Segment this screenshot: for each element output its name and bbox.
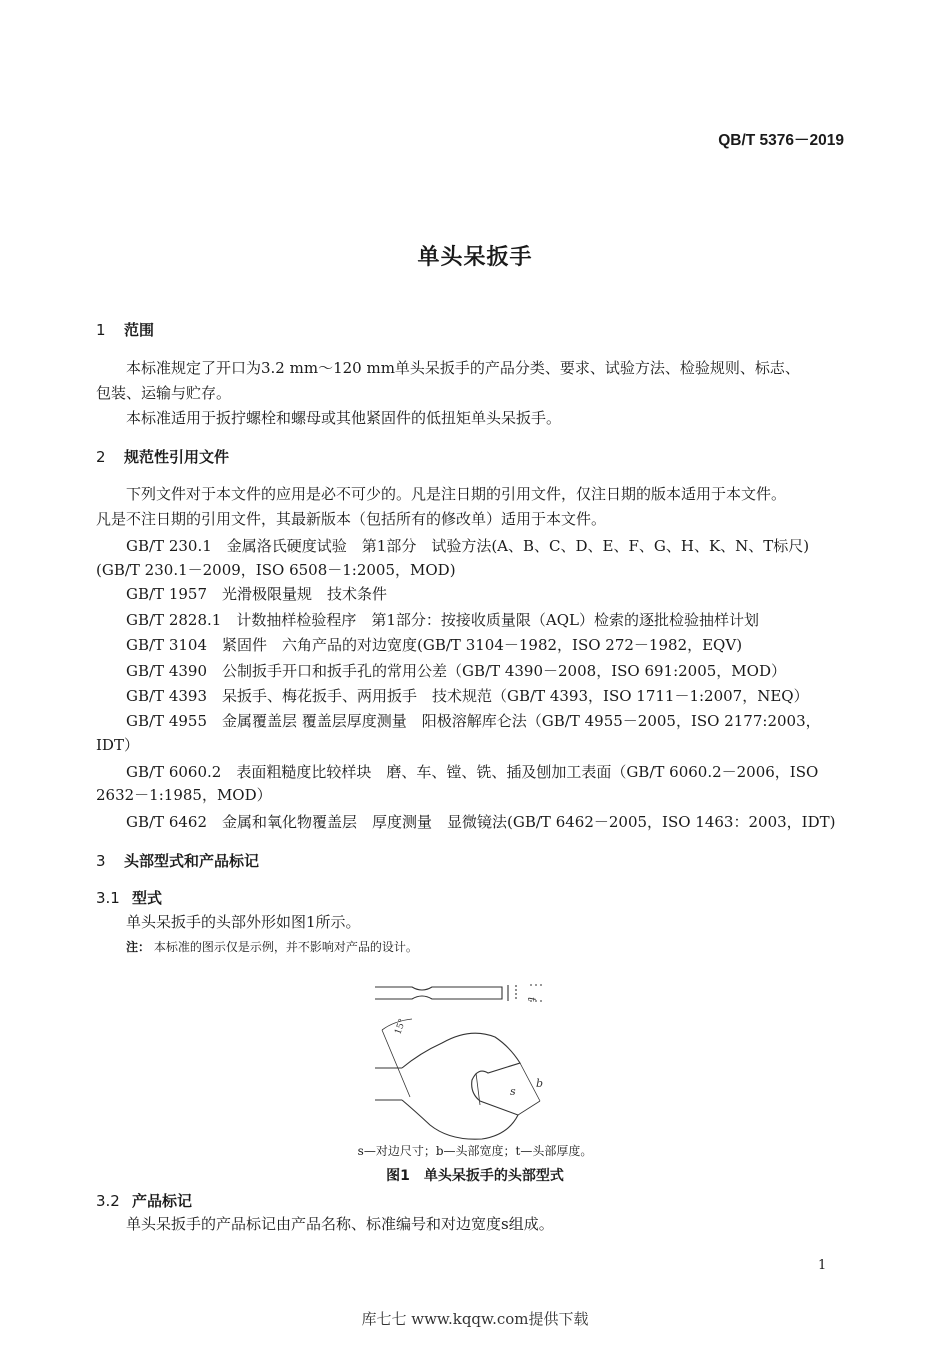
download-footer: 库七七 www.kqqw.com提供下载 (361, 1310, 589, 1328)
reference-item: GB/T 1957 光滑极限量规 技术条件 (126, 585, 388, 603)
reference-item: GB/T 3104 紧固件 六角产品的对边宽度(GB/T 3104－1982，ISO 272－1982，EQV) (126, 636, 743, 654)
note-label: 注： (126, 940, 151, 954)
subsection-number: 3.1 (96, 889, 120, 907)
head-width-label: b (536, 1077, 544, 1090)
section-2-heading (96, 446, 229, 467)
reference-item: GB/T 4390 公制扳手开口和扳手孔的常用公差（GB/T 4390－2008，ISO 691:2005，MOD） (126, 662, 786, 680)
section-number: 1 (96, 321, 106, 339)
reference-item: 2632－1:1985，MOD） (96, 786, 272, 804)
note (126, 938, 418, 955)
paragraph: 凡是不注日期的引用文件，其最新版本（包括所有的修改单）适用于本文件。 (96, 510, 607, 528)
angle-label: 15° (393, 1017, 409, 1037)
reference-item: GB/T 6060.2 表面粗糙度比较样块 磨、车、镗、铣、插及刨加工表面（GB/T 6060.2－2006，ISO (126, 763, 819, 781)
figure-legend: s—对边尺寸；b—头部宽度；t—头部厚度。 (357, 1144, 593, 1158)
across-flats-label: s (510, 1085, 516, 1098)
note-text: 本标准的图示仅是示例，并不影响对产品的设计。 (153, 940, 418, 954)
section-title: 规范性引用文件 (124, 448, 230, 466)
paragraph: 单头呆扳手的头部外形如图1所示。 (126, 913, 361, 931)
reference-item: GB/T 230.1 金属洛氏硬度试验 第1部分 试验方法(A、B、C、D、E、F、G、H、K、N、T标尺) (126, 537, 810, 555)
figure-title: 图1 单头呆扳手的头部型式 (386, 1168, 564, 1184)
document-title: 单头呆扳手 (417, 245, 533, 270)
reference-item: GB/T 4393 呆扳手、梅花扳手、两用扳手 技术规范（GB/T 4393，ISO 1711－1:2007，NEQ） (126, 687, 809, 705)
reference-item: GB/T 2828.1 计数抽样检验程序 第1部分：按接收质量限（AQL）检索的逐批检验抽样计划 (126, 611, 759, 629)
reference-item: GB/T 6462 金属和氧化物覆盖层 厚度测量 显微镜法(GB/T 6462－2005，ISO 1463：2003，IDT) (126, 813, 836, 831)
thickness-label: t (525, 997, 538, 1002)
subsection-3-2-heading (96, 1190, 192, 1211)
standard-number: QB/T 5376－2019 (718, 132, 844, 149)
section-title: 头部型式和产品标记 (124, 852, 260, 870)
section-number: 2 (96, 448, 106, 466)
paragraph: 本标准适用于扳拧螺栓和螺母或其他紧固件的低扭矩单头呆扳手。 (126, 409, 562, 427)
section-3-heading (96, 850, 259, 871)
section-title: 范围 (124, 321, 155, 339)
page-number: 1 (818, 1258, 827, 1273)
subsection-title: 型式 (132, 889, 163, 907)
reference-item: GB/T 4955 金属覆盖层 覆盖层厚度测量 阳极溶解库仑法（GB/T 4955－2005，ISO 2177:2003， (126, 712, 821, 730)
paragraph: 本标准规定了开口为3.2 mm～120 mm单头呆扳手的产品分类、要求、试验方法、检验规则、标志、 (126, 359, 800, 377)
section-number: 3 (96, 852, 106, 870)
paragraph: 下列文件对于本文件的应用是必不可少的。凡是注日期的引用文件，仅注日期的版本适用于本文件。 (126, 485, 787, 503)
reference-item: IDT） (96, 736, 139, 754)
section-1-heading (96, 319, 154, 340)
subsection-3-1-heading (96, 887, 162, 908)
wrench-head-figure (360, 975, 600, 1145)
reference-item: (GB/T 230.1－2009，ISO 6508－1:2005，MOD) (96, 561, 456, 579)
subsection-number: 3.2 (96, 1192, 120, 1210)
subsection-title: 产品标记 (132, 1192, 193, 1210)
paragraph: 包装、运输与贮存。 (96, 384, 232, 402)
paragraph: 单头呆扳手的产品标记由产品名称、标准编号和对边宽度s组成。 (126, 1215, 554, 1233)
